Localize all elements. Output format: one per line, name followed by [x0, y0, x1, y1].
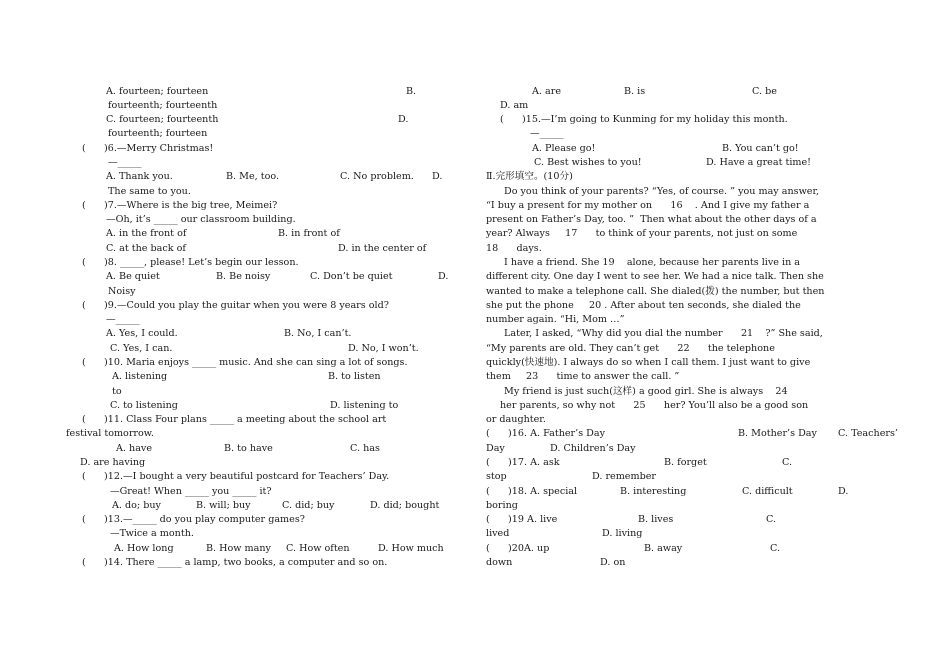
line-segment: B. You can’t go! — [722, 143, 799, 154]
text-line — [486, 443, 636, 455]
text-line — [486, 471, 656, 483]
line-segment: 18 days. — [486, 243, 542, 254]
text-line — [82, 557, 387, 569]
text-line — [504, 386, 788, 398]
line-segment: ( )16. A. Father’s Day — [486, 428, 605, 439]
text-line — [486, 343, 775, 355]
text-line — [486, 286, 824, 298]
line-segment: A. Thank you. — [106, 171, 173, 182]
text-line — [500, 100, 528, 112]
text-line — [108, 286, 136, 298]
line-segment: ( )14. There _____ a lamp, two books, a computer and so on. — [82, 557, 388, 568]
text-line — [486, 357, 810, 369]
line-segment: A. have — [116, 443, 153, 454]
line-segment: ( )8. _____, please! Let’s begin our lesson. — [82, 257, 299, 268]
line-segment: A. do; buy — [112, 500, 161, 511]
line-segment: C. fourteen; fourteenth — [106, 114, 219, 125]
text-line — [110, 528, 194, 540]
text-line — [82, 471, 389, 483]
text-line — [116, 443, 380, 455]
line-segment: B. Me, too. — [226, 171, 280, 182]
line-segment: B. forget — [664, 457, 707, 468]
text-line — [110, 400, 399, 412]
line-segment: C. Teachers’ — [838, 428, 898, 439]
line-segment: C. — [766, 514, 777, 525]
line-segment: C. Best wishes to you! — [534, 157, 642, 168]
line-segment: fourteenth; fourteen — [108, 128, 208, 139]
text-line — [106, 214, 296, 226]
line-segment: B. is — [624, 86, 646, 97]
text-line — [500, 114, 788, 126]
text-line — [82, 143, 213, 155]
text-line — [80, 457, 145, 469]
line-segment: D. Have a great time! — [706, 157, 812, 168]
line-segment: stop — [486, 471, 507, 482]
line-segment: to — [112, 386, 122, 397]
line-segment: Day — [486, 443, 505, 454]
text-line — [108, 100, 217, 112]
line-segment: B. to listen — [328, 371, 381, 382]
text-line — [486, 243, 542, 255]
text-line — [110, 486, 272, 498]
line-segment: C. did; buy — [282, 500, 335, 511]
text-line — [112, 500, 440, 512]
line-segment: D. listening to — [330, 400, 399, 411]
text-line — [110, 343, 419, 355]
line-segment: ( )10. Maria enjoys _____ music. And she can sing a lot of songs. — [82, 357, 408, 368]
text-line — [486, 414, 546, 426]
line-segment: —_____ — [530, 128, 564, 139]
line-segment: or daughter. — [486, 414, 546, 425]
line-segment: —_____ — [106, 314, 140, 325]
line-segment: D. — [838, 486, 849, 497]
line-segment: C. No problem. — [340, 171, 414, 182]
line-segment: festival tomorrow. — [66, 428, 154, 439]
line-segment: B. in front of — [278, 228, 340, 239]
line-segment: “I buy a present for my mother on 16 . And I give my father a — [486, 200, 810, 211]
line-segment: B. — [406, 86, 417, 97]
text-line — [486, 314, 625, 326]
line-segment: quickly(快速地). I always do so when I call them. I just want to give — [486, 357, 811, 368]
line-segment: B. away — [644, 543, 683, 554]
line-segment: different city. One day I went to see her. We had a nice talk. Then she — [486, 271, 824, 282]
line-segment: B. lives — [638, 514, 674, 525]
text-line — [106, 243, 427, 255]
line-segment: A. Be quiet — [106, 271, 160, 282]
text-line — [532, 86, 777, 98]
line-segment: D. in the center of — [338, 243, 427, 254]
text-line — [504, 328, 823, 340]
text-line — [82, 257, 299, 269]
line-segment: Noisy — [108, 286, 136, 297]
text-line — [486, 371, 679, 383]
line-segment: down — [486, 557, 513, 568]
line-segment: ( )15.—I’m going to Kunming for my holiday this month. — [500, 114, 788, 125]
text-line — [82, 200, 277, 212]
line-segment: —_____ — [108, 157, 142, 168]
line-segment: A. listening — [112, 371, 168, 382]
text-line — [112, 371, 381, 383]
text-line — [486, 271, 824, 283]
text-line — [486, 528, 643, 540]
line-segment: wanted to make a telephone call. She dialed(拨) the number, but then — [486, 286, 825, 297]
line-segment: ( )20A. up — [486, 543, 550, 554]
line-segment: boring — [486, 500, 518, 511]
line-segment: ( )18. A. special — [486, 486, 578, 497]
line-segment: D. are having — [80, 457, 146, 468]
line-segment: Ⅱ.完形填空。(10分) — [486, 171, 573, 182]
text-line — [504, 186, 819, 198]
text-line — [106, 171, 443, 183]
text-line — [486, 486, 849, 498]
line-segment: A. are — [532, 86, 562, 97]
text-line — [114, 543, 444, 555]
line-segment: C. difficult — [742, 486, 793, 497]
text-line — [82, 514, 305, 526]
text-line — [106, 114, 409, 126]
line-segment: D. am — [500, 100, 529, 111]
line-segment: D. — [438, 271, 449, 282]
line-segment: ( )12.—I bought a very beautiful postcard for Teachers’ Day. — [82, 471, 390, 482]
line-segment: C. to listening — [110, 400, 178, 411]
line-segment: fourteenth; fourteenth — [108, 100, 218, 111]
line-segment: C. be — [752, 86, 777, 97]
line-segment: A. How long — [114, 543, 174, 554]
text-line — [486, 214, 817, 226]
text-line — [108, 128, 207, 140]
text-line — [106, 314, 140, 326]
text-line — [112, 386, 122, 398]
line-segment: C. — [782, 457, 793, 468]
line-segment: lived — [486, 528, 510, 539]
line-segment: D. did; bought — [370, 500, 440, 511]
line-segment: D. Children’s Day — [550, 443, 636, 454]
line-segment: C. at the back of — [106, 243, 186, 254]
line-segment: C. Yes, I can. — [110, 343, 173, 354]
line-segment: Later, I asked, “Why did you dial the number 21 ?” She said, — [504, 328, 823, 339]
text-line — [82, 357, 408, 369]
line-segment: The same to you. — [108, 186, 191, 197]
text-line — [108, 157, 142, 169]
line-segment: present on Father’s Day, too. ” Then what about the other days of a — [486, 214, 817, 225]
line-segment: “My parents are old. They can’t get 22 the telephone — [486, 343, 775, 354]
line-segment: C. — [770, 543, 781, 554]
line-segment: she put the phone 20 . After about ten seconds, she dialed the — [486, 300, 801, 311]
line-segment: number again. “Hi, Mom …” — [486, 314, 625, 325]
line-segment: D. No, I won’t. — [348, 343, 419, 354]
line-segment: them 23 time to answer the call. ” — [486, 371, 680, 382]
line-segment: D. on — [600, 557, 626, 568]
line-segment: A. Please go! — [532, 143, 596, 154]
line-segment: D. remember — [592, 471, 656, 482]
text-line — [106, 328, 352, 340]
line-segment: Do you think of your parents? “Yes, of course. ” you may answer, — [504, 186, 820, 197]
text-line — [486, 500, 518, 512]
line-segment: ( )6.—Merry Christmas! — [82, 143, 214, 154]
text-line — [106, 271, 449, 283]
text-line — [486, 428, 898, 440]
text-line — [486, 543, 781, 555]
text-line — [530, 128, 564, 140]
text-line — [486, 457, 793, 469]
line-segment: A. Yes, I could. — [106, 328, 178, 339]
text-line — [486, 300, 801, 312]
line-segment: A. fourteen; fourteen — [106, 86, 209, 97]
line-segment: ( )9.—Could you play the guitar when you were 8 years old? — [82, 300, 389, 311]
text-line — [486, 200, 809, 212]
line-segment: ( )17. A. ask — [486, 457, 560, 468]
line-segment: her parents, so why not 25 her? You’ll also be a good son — [500, 400, 809, 411]
line-segment: B. No, I can’t. — [284, 328, 352, 339]
line-segment: ( )13.—_____ do you play computer games? — [82, 514, 305, 525]
line-segment: —Oh, it’s _____ our classroom building. — [106, 214, 296, 225]
text-line — [486, 557, 626, 569]
text-line — [66, 428, 154, 440]
text-line — [504, 257, 800, 269]
line-segment: C. has — [350, 443, 380, 454]
line-segment: C. Don’t be quiet — [310, 271, 393, 282]
line-segment: ( )19 A. live — [486, 514, 558, 525]
line-segment: B. How many — [206, 543, 271, 554]
line-segment: —Great! When _____ you _____ it? — [110, 486, 272, 497]
line-segment: B. will; buy — [196, 500, 251, 511]
line-segment: My friend is just such(这样) a good girl. She is always 24 — [504, 386, 788, 397]
text-line — [532, 143, 799, 155]
text-line — [486, 514, 777, 526]
text-line — [486, 171, 573, 183]
line-segment: D. How much — [378, 543, 444, 554]
line-segment: C. How often — [286, 543, 350, 554]
text-line — [534, 157, 812, 169]
line-segment: B. Be noisy — [216, 271, 271, 282]
line-segment: A. in the front of — [106, 228, 187, 239]
text-line — [82, 300, 389, 312]
line-segment: D. living — [602, 528, 643, 539]
line-segment: ( )7.—Where is the big tree, Meimei? — [82, 200, 278, 211]
text-line — [106, 228, 340, 240]
text-line — [106, 86, 417, 98]
line-segment: D. — [398, 114, 409, 125]
line-segment: B. interesting — [620, 486, 687, 497]
line-segment: I have a friend. She 19 alone, because her parents live in a — [504, 257, 801, 268]
line-segment: D. — [432, 171, 443, 182]
line-segment: year? Always 17 to think of your parents, not just on some — [486, 228, 798, 239]
line-segment: B. to have — [224, 443, 273, 454]
text-line — [108, 186, 191, 198]
line-segment: ( )11. Class Four plans _____ a meeting about the school art — [82, 414, 387, 425]
text-line — [486, 228, 797, 240]
text-line — [500, 400, 808, 412]
text-line — [82, 414, 386, 426]
line-segment: —Twice a month. — [110, 528, 194, 539]
line-segment: B. Mother’s Day — [738, 428, 817, 439]
